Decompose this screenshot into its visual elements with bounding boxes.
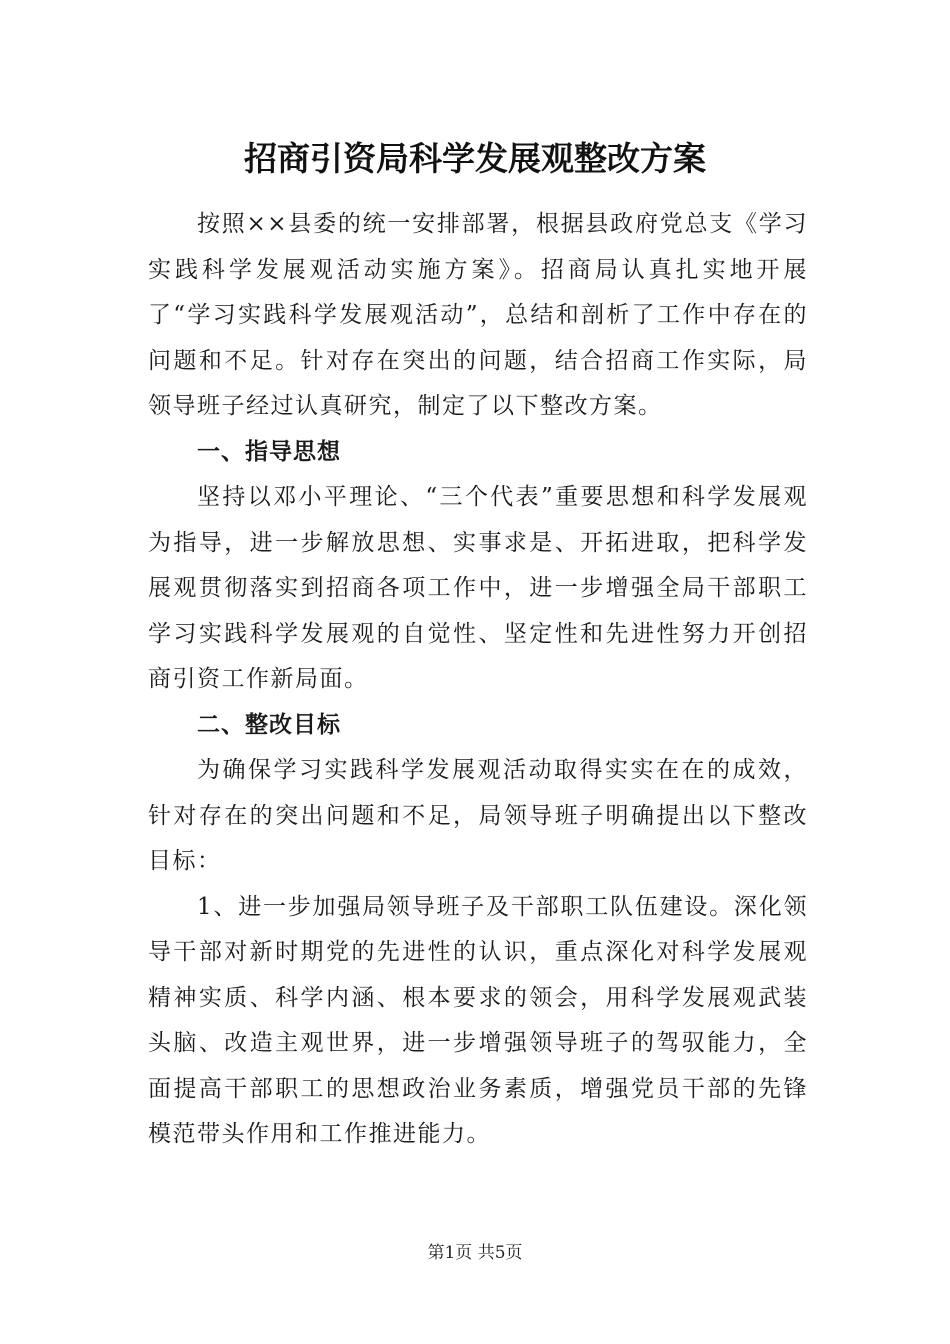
section-heading-goals: 二、整改目标 xyxy=(197,711,341,738)
page-footer: 第1页 共5页 xyxy=(427,1243,523,1263)
section-heading-guiding-thought: 一、指导思想 xyxy=(197,438,341,465)
document-title: 招商引资局科学发展观整改方案 xyxy=(244,139,706,178)
intro-paragraph: 按照××县委的统一安排部署，根据县政府党总支《学习实践科学发展观活动实施方案》。招商局认真扎实地开展了“学习实践科学发展观活动”，总结和剖析了工作中存在的问题和不足。针对存在突出的问题，结合招商工作实际，局领导班子经过认真研究，制定了以下整改方案。 xyxy=(148,211,808,419)
document-body xyxy=(148,202,808,1158)
guiding-thought-paragraph: 坚持以邓小平理论、“三个代表”重要思想和科学发展观为指导，进一步解放思想、实事求是、开拓进取，把科学发展观贯彻落实到招商各项工作中，进一步增强全局干部职工学习实践科学发展观的自觉性、坚定性和先进性努力开创招商引资工作新局面。 xyxy=(148,484,808,692)
goals-intro-paragraph: 为确保学习实践科学发展观活动取得实实在在的成效，针对存在的突出问题和不足，局领导班子明确提出以下整改目标： xyxy=(148,757,808,874)
goal-item-1: 1、进一步加强局领导班子及干部职工队伍建设。深化领导干部对新时期党的先进性的认识，重点深化对科学发展观精神实质、科学内涵、根本要求的领会，用科学发展观武装头脑、改造主观世界，进一步增强领导班子的驾驭能力，全面提高干部职工的思想政治业务素质，增强党员干部的先锋模范带头作用和工作推进能力。 xyxy=(148,893,808,1147)
